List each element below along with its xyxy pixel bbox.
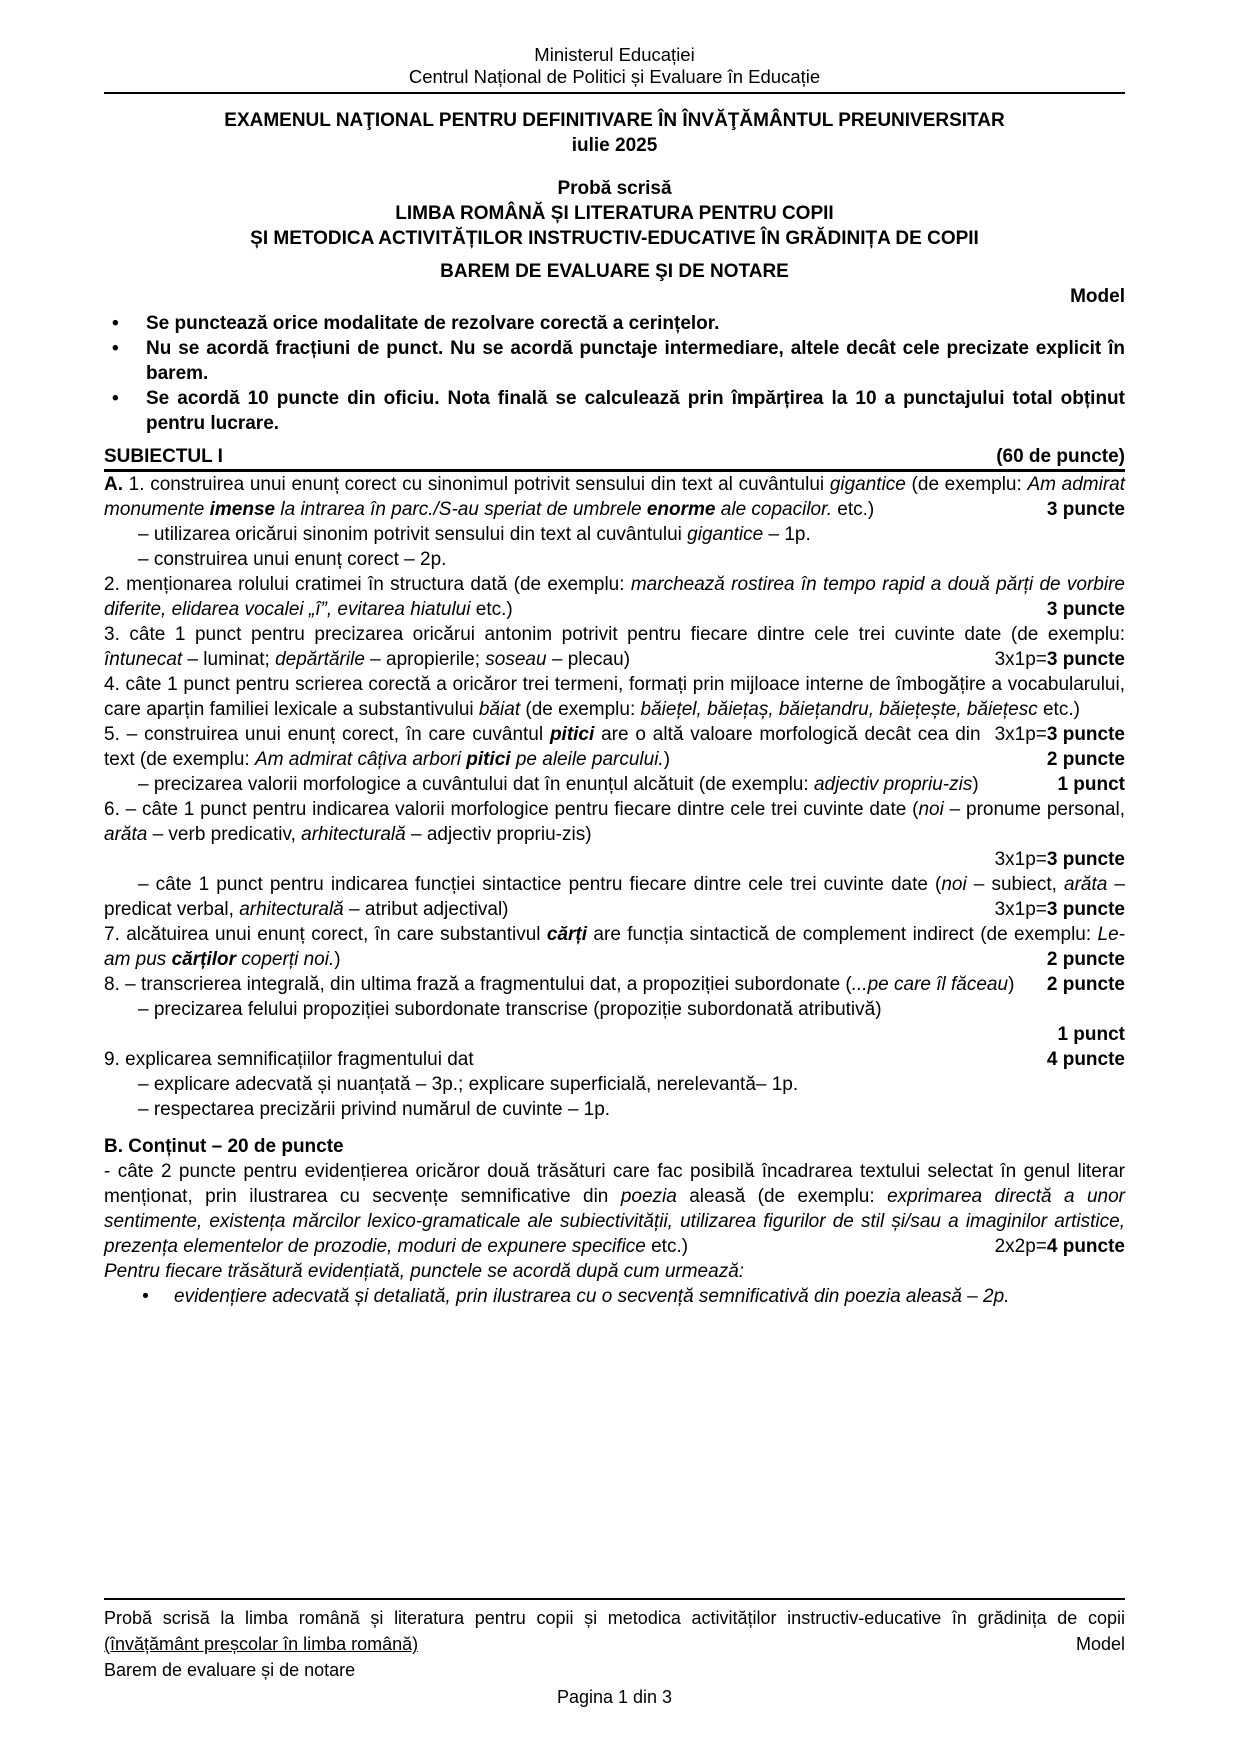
text-run: Am admirat monumente xyxy=(104,474,1125,520)
text-run: etc.) xyxy=(470,599,513,620)
text-run: soseau xyxy=(485,649,547,670)
bullet-icon: • xyxy=(112,388,119,409)
points-value xyxy=(961,897,1125,922)
text-run: marchează rostirea în tempo rapid a două părți de vorbire diferite, elidarea vocalei „î”, evitarea hiatului xyxy=(104,574,1125,620)
text-run: întunecat xyxy=(104,649,183,670)
text-run: 1. construirea unui enunț corect cu sinonimul potrivit sensului din text al cuvântului xyxy=(123,474,830,495)
points-value xyxy=(1047,497,1125,522)
bullet-icon: • xyxy=(142,1286,149,1307)
points-value xyxy=(1047,972,1125,997)
text-run: băiat xyxy=(478,699,521,720)
paragraph xyxy=(104,1159,1125,1259)
text-run: arhitecturală xyxy=(301,824,406,845)
text-run: (învățământ preșcolar în limba română) xyxy=(104,1634,419,1654)
subject-heading-row xyxy=(104,444,1125,472)
text-run: 3 puncte xyxy=(1046,499,1125,520)
text-run: – adjectiv propriu-zis) xyxy=(405,824,592,845)
text-run: – respectarea precizării privind numărul de cuvinte – 1p. xyxy=(138,1099,611,1120)
points-value xyxy=(1047,947,1125,972)
text-run: 7. alcătuirea unui enunț corect, în care substantivul xyxy=(104,924,547,945)
dash-item xyxy=(104,547,1125,572)
text-run: imense xyxy=(209,499,276,520)
text-run: 4 puncte xyxy=(1046,1049,1125,1070)
text-run: – explicare adecvată și nuanțată – 3p.; explicare superficială, nerelevantă– 1p. xyxy=(138,1074,799,1095)
text-run: arăta xyxy=(1064,874,1108,895)
text-run: Barem de evaluare și de notare xyxy=(104,1660,356,1680)
text-run: enorme xyxy=(646,499,716,520)
text-run: adjectiv propriu-zis xyxy=(813,774,973,795)
text-run: B. Conținut – 20 de puncte xyxy=(104,1136,344,1157)
text-run: la intrarea în parc./S-au speriat de umbrele xyxy=(275,499,647,520)
paragraph xyxy=(104,622,1125,672)
text-run: – câte 1 punct pentru indicarea funcției sintactice pentru fiecare dintre cele trei cuvinte date ( xyxy=(138,874,942,895)
text-run: gigantice xyxy=(829,474,906,495)
text-run: – luminat; xyxy=(182,649,276,670)
text-run: noi xyxy=(918,799,944,820)
text-run: – subiect, xyxy=(966,874,1065,895)
bullet-text xyxy=(174,1284,1125,1309)
paragraph xyxy=(104,572,1125,622)
text-run: cărți xyxy=(546,924,588,945)
note-item xyxy=(104,311,1125,336)
text-run: are funcția sintactică de complement indirect (de exemplu: xyxy=(587,924,1098,945)
text-run: – 1p. xyxy=(763,524,811,545)
paragraph xyxy=(104,722,1125,772)
text-run: 9. explicarea semnificațiilor fragmentului dat xyxy=(104,1049,474,1070)
points-value xyxy=(995,722,1125,747)
paragraph xyxy=(104,1605,1125,1657)
header-org-line-1: Ministerul Educației xyxy=(534,44,695,65)
points-value xyxy=(995,1234,1125,1259)
text-run: 4 puncte xyxy=(1046,1236,1125,1257)
points-line xyxy=(104,847,1125,872)
points-value xyxy=(1076,1631,1125,1657)
text-run: 2. menționarea rolului cratimei în structura dată (de exemplu: xyxy=(104,574,631,595)
points-value xyxy=(1047,1047,1125,1072)
paragraph xyxy=(104,922,1125,972)
text-run: băiețel, băiețaș, băiețandru, băiețește, băiețesc xyxy=(640,699,1038,720)
dash-item xyxy=(104,522,1125,547)
text-run: ) xyxy=(663,749,671,770)
header-org-line-2: Centrul Național de Politici și Evaluare în Educație xyxy=(408,66,821,87)
exam-session: iulie 2025 xyxy=(571,135,658,156)
text-run: 3x1p= xyxy=(994,899,1047,920)
text-run: – atribut adjectival) xyxy=(343,899,509,920)
model-label: Model xyxy=(1070,286,1125,307)
text-run: – plecau) xyxy=(546,649,631,670)
text-run: Model xyxy=(1075,1634,1125,1654)
paragraph xyxy=(104,772,1125,797)
text-run: evidențiere adecvată și detaliată, prin ilustrarea cu o secvență semnificativă din poezia aleasă – 2p. xyxy=(174,1286,1010,1307)
bullet-item xyxy=(104,1284,1125,1309)
text-run: 1 punct xyxy=(1057,774,1125,795)
footer-text xyxy=(104,1605,1125,1683)
text-run: 2 puncte xyxy=(1046,974,1125,995)
footer-divider xyxy=(104,1598,1125,1600)
text-run: etc.) xyxy=(1037,699,1080,720)
text-run: – utilizarea oricărui sinonim potrivit sensului din text al cuvântului xyxy=(138,524,688,545)
paragraph xyxy=(104,1047,1125,1072)
paragraph xyxy=(104,1657,1125,1683)
text-run: pitici xyxy=(549,724,595,745)
subject-heading-title: SUBIECTUL I xyxy=(104,446,223,467)
text-run: – pronume personal, xyxy=(943,799,1125,820)
paragraph xyxy=(104,872,1125,922)
points-line xyxy=(104,1022,1125,1047)
exam-subject-block xyxy=(104,176,1125,251)
text-run: 3 puncte xyxy=(1046,849,1125,870)
footer xyxy=(104,1598,1125,1710)
text-run: 4. câte 1 punct pentru scrierea corectă a oricăror trei termeni, formați prin mijloace interne de îmbogățire a vocabularului, care aparțin familiei lexicale a substantivului xyxy=(104,674,1125,720)
text-run: gigantice xyxy=(687,524,764,545)
text-run: 3 puncte xyxy=(1046,724,1125,745)
text-run: 3 puncte xyxy=(1046,599,1125,620)
text-run: coperți noi. xyxy=(236,949,335,970)
note-text: Nu se acordă fracțiuni de punct. Nu se acordă punctaje intermediare, altele decât cele precizate explicit în barem. xyxy=(146,338,1125,384)
dash-item xyxy=(104,1072,1125,1097)
text-run: 3x1p= xyxy=(994,649,1047,670)
text-run: – predicat verbal, xyxy=(104,874,1125,920)
text-run: 3x1p= xyxy=(994,724,1047,745)
text-run: aleasă (de exemplu: xyxy=(676,1186,888,1207)
paragraph xyxy=(104,972,1125,997)
text-run: ) xyxy=(334,949,341,970)
text-run: Probă scrisă la limba română și literatura pentru copii și metodica activităților instructiv-educative în grădinița de copii xyxy=(104,1608,1125,1628)
proba-label: Probă scrisă xyxy=(557,178,672,199)
points-value xyxy=(995,647,1125,672)
text-run: 2x2p= xyxy=(994,1236,1047,1257)
text-run: – construirea unui enunț corect – 2p. xyxy=(138,549,447,570)
text-run: ale copacilor. xyxy=(715,499,833,520)
text-run: 8. – transcrierea integrală, din ultima frază a fragmentului dat, a propoziției subordonate ( xyxy=(104,974,852,995)
text-run: arhitecturală xyxy=(239,899,344,920)
paragraph xyxy=(104,797,1125,847)
text-run: cărților xyxy=(171,949,237,970)
text-run: are o altă valoare morfologică decât cea din text (de exemplu: xyxy=(104,724,981,770)
text-run: (de exemplu: xyxy=(520,699,641,720)
text-run: poezia xyxy=(620,1186,677,1207)
text-run: 3 puncte xyxy=(1046,649,1125,670)
text-run: etc.) xyxy=(645,1236,689,1257)
note-item xyxy=(104,386,1125,436)
subject-heading-points: (60 de puncte) xyxy=(996,446,1125,467)
subject-name-line-1: LIMBA ROMÂNĂ ȘI LITERATURA PENTRU COPII xyxy=(395,203,834,224)
text-run: 2 puncte xyxy=(1046,749,1125,770)
text-run: Am admirat câțiva arbori xyxy=(255,749,467,770)
text-run: – apropierile; xyxy=(364,649,486,670)
text-run: 3 puncte xyxy=(1046,899,1125,920)
section-heading xyxy=(104,1134,1125,1159)
text-run: arăta xyxy=(104,824,148,845)
exam-title-block xyxy=(104,108,1125,158)
text-run: 3. câte 1 punct pentru precizarea oricărui antonim potrivit pentru fiecare dintre cele trei cuvinte date (de exemplu: xyxy=(104,624,1125,645)
header-divider xyxy=(104,92,1125,94)
note-text: Se punctează orice modalitate de rezolvare corectă a cerințelor. xyxy=(146,313,720,334)
text-run: ) xyxy=(972,774,979,795)
text-run: 2 puncte xyxy=(1046,949,1125,970)
text-run: 1 punct xyxy=(1057,1024,1125,1045)
note-text: Se acordă 10 puncte din oficiu. Nota finală se calculează prin împărțirea la 10 a punctajului total obținut pentru lucrare. xyxy=(146,388,1125,434)
text-run: 6. – câte 1 punct pentru indicarea valorii morfologice pentru fiecare dintre cele trei cuvinte date ( xyxy=(104,799,919,820)
text-run: 5. – construirea unui enunț corect, în care cuvântul xyxy=(104,724,550,745)
text-run: (de exemplu: xyxy=(905,474,1028,495)
subject-name-line-2: ȘI METODICA ACTIVITĂȚILOR INSTRUCTIV-EDUCATIVE ÎN GRĂDINIȚA DE COPII xyxy=(250,228,979,249)
page-number: Pagina 1 din 3 xyxy=(556,1687,673,1707)
text-run: – verb predicativ, xyxy=(147,824,302,845)
points-value xyxy=(1047,597,1125,622)
text-run: etc.) xyxy=(832,499,875,520)
text-run: noi xyxy=(941,874,967,895)
text-run: – precizarea valorii morfologice a cuvântului dat în enunțul alcătuit (de exemplu: xyxy=(138,774,814,795)
text-run: pitici xyxy=(466,749,511,770)
barem-title: BAREM DE EVALUARE ŞI DE NOTARE xyxy=(440,261,789,282)
bullet-icon: • xyxy=(112,338,119,359)
points-value xyxy=(1047,747,1125,772)
text-run: Pentru fiecare trăsătură evidențiată, punctele se acordă după cum urmează: xyxy=(104,1261,745,1282)
points-value xyxy=(1023,772,1125,797)
text-run: pe aleile parcului. xyxy=(510,749,664,770)
paragraph xyxy=(104,472,1125,522)
dash-item xyxy=(104,1097,1125,1122)
notes-list xyxy=(104,311,1125,436)
paragraph xyxy=(104,997,1125,1022)
exam-title: EXAMENUL NAŢIONAL PENTRU DEFINITIVARE ÎN ÎNVĂŢĂMÂNTUL PREUNIVERSITAR xyxy=(224,110,1005,131)
document-body xyxy=(104,472,1125,1309)
text-run: A. xyxy=(104,474,123,495)
bullet-icon: • xyxy=(112,313,119,334)
note-item xyxy=(104,336,1125,386)
text-run: depărtările xyxy=(275,649,365,670)
text-run: ) xyxy=(1008,974,1015,995)
header-org xyxy=(104,44,1125,88)
text-run: Le-am pus xyxy=(104,924,1126,970)
paragraph xyxy=(104,1259,1125,1284)
text-run: ...pe care îl făceau xyxy=(851,974,1009,995)
text-run: exprimarea directă a unor sentimente, existența mărcilor lexico-gramaticale ale subiectivității, utilizarea figurilor de stil și/sau a imaginilor artistice, prezența elementelor de prozodie, moduri de expunere specifice xyxy=(104,1186,1125,1257)
text-run: 3x1p= xyxy=(994,849,1047,870)
text-run: – precizarea felului propoziției subordonate transcrise (propoziție subordonată atributivă) xyxy=(138,999,882,1020)
text-run: - câte 2 puncte pentru evidențierea oricăror două trăsături care fac posibilă încadrarea textului selectat în genul literar menționat, prin ilustrarea cu secvențe semnificative din xyxy=(104,1161,1125,1207)
